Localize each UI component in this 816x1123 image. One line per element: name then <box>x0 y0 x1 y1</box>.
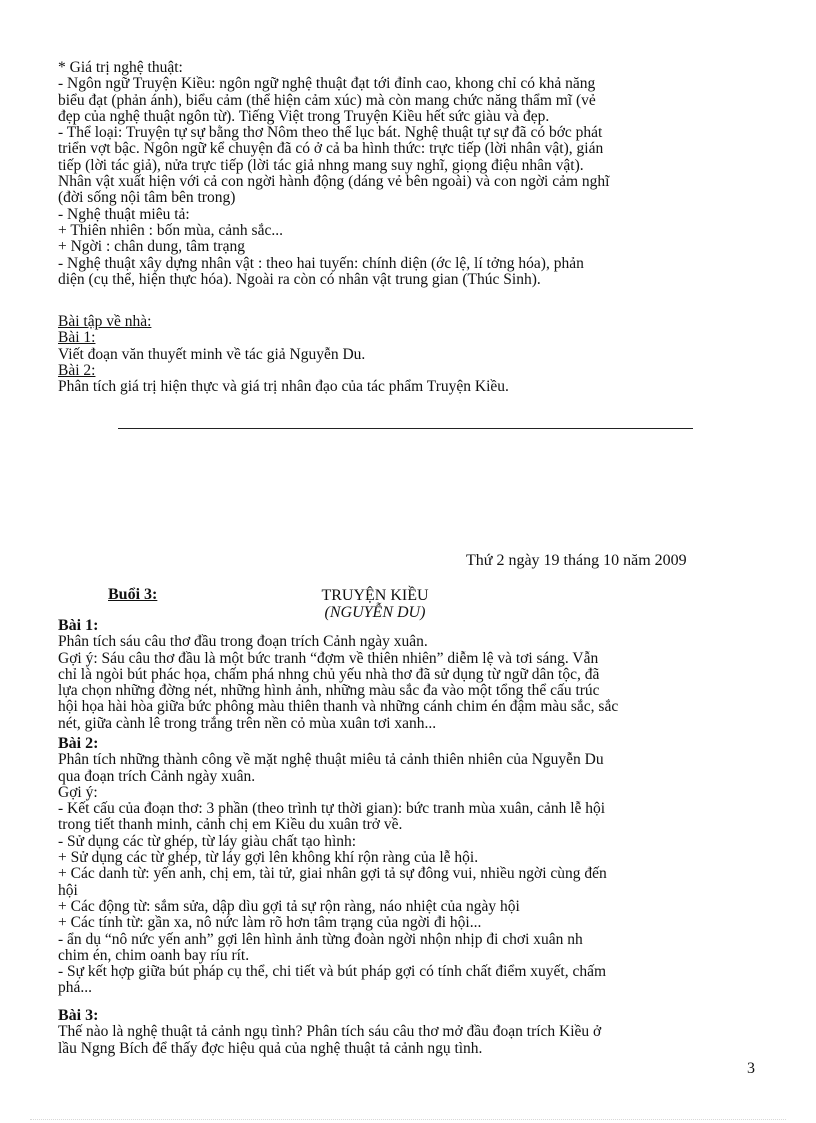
text-line: trong tiết thanh minh, cảnh chị em Kiều du xuân trở về. <box>58 816 403 834</box>
lesson-title-block <box>300 587 450 621</box>
text-line: + Các danh từ: yến anh, chị em, tài tử, giai nhân gợi tả sự đông vui, nhiều ngời cùng đến <box>58 865 607 883</box>
text-line: diện (cụ thể, hiện thực hóa). Ngoài ra còn có nhân vật trung gian (Thúc Sinh). <box>58 270 541 288</box>
text-line: + Thiên nhiên : bốn mùa, cảnh sắc... <box>58 221 283 239</box>
text-line: Phân tích những thành công về mặt nghệ thuật miêu tả cảnh thiên nhiên của Nguyễn Du <box>58 751 604 769</box>
text-line: đẹp của nghệ thuật ngôn từ). Tiếng Việt trong Truyện Kiều hết sức giàu và đẹp. <box>58 107 550 125</box>
text-line: Thế nào là nghệ thuật tả cảnh ngụ tình? Phân tích sáu câu thơ mở đầu đoạn trích Kiều ở <box>58 1023 602 1041</box>
text-line: Gợi ý: <box>58 783 98 801</box>
page-number: 3 <box>747 1060 755 1077</box>
text-line: + Sử dụng các từ ghép, từ láy gợi lên không khí rộn ràng của lễ hội. <box>58 849 479 867</box>
homework-ex1-label: Bài 1: <box>58 329 96 347</box>
exercise-2-label: Bài 2: <box>58 735 99 752</box>
text-line: lầu Ngng Bích để thấy đợc hiệu quả của nghệ thuật tả cảnh ngụ tình. <box>58 1039 483 1057</box>
text-line: biểu đạt (phản ánh), biểu cảm (thể hiện cảm xúc) mà còn mang chức năng thẩm mĩ (vẻ <box>58 91 596 109</box>
text-line: - Nghệ thuật xây dựng nhân vật : theo hai tuyến: chính diện (ớc lệ, lí tởng hóa), phản <box>58 254 584 272</box>
lesson-title: TRUYỆN KIỀU <box>321 587 429 604</box>
text-line: * Giá trị nghệ thuật: <box>58 59 183 76</box>
text-line: Phân tích sáu câu thơ đầu trong đoạn trích Cảnh ngày xuân. <box>58 633 428 651</box>
exercise-3 <box>58 1008 758 1057</box>
section-divider <box>118 428 693 429</box>
text-line: lựa chọn những đờng nét, những hình ảnh, những màu sắc đa vào một tổng thể cấu trúc <box>58 682 600 700</box>
text-line: + Các động từ: sắm sửa, dập dìu gợi tả sự rộn ràng, náo nhiệt của ngày hội <box>58 897 520 915</box>
homework-heading: Bài tập về nhà: <box>58 313 152 330</box>
text-line: triển vợt bậc. Ngôn ngữ kể chuyện đã có ở cả ba hình thức: trực tiếp (lời nhân vật), gián <box>58 140 604 158</box>
lesson-subtitle: (NGUYỄN DU) <box>324 604 426 621</box>
text-line: chim én, chim oanh bay ríu rít. <box>58 946 250 964</box>
text-line: - Sự kết hợp giữa bút pháp cụ thể, chi tiết và bút pháp gợi có tính chất điểm xuyết, chấm <box>58 963 607 981</box>
text-line: tiếp (lời tác giả), nửa trực tiếp (lời tác giả nhng mang suy nghĩ, giọng điệu nhân vật). <box>58 156 584 174</box>
text-line: (đời sống nội tâm bên trong) <box>58 189 236 207</box>
date-line: Thứ 2 ngày 19 tháng 10 năm 2009 <box>466 552 687 569</box>
session-label: Buổi 3: <box>108 586 158 603</box>
homework-ex2-text: Phân tích giá trị hiện thực và giá trị nhân đạo của tác phẩm Truyện Kiều. <box>58 378 509 396</box>
text-line: - Sử dụng các từ ghép, từ láy giàu chất tạo hình: <box>58 832 357 850</box>
text-line: - Kết cấu của đoạn thơ: 3 phần (theo trình tự thời gian): bức tranh mùa xuân, cảnh lễ hội <box>58 800 606 818</box>
text-line: - Thể loại: Truyện tự sự bằng thơ Nôm theo thể lục bát. Nghệ thuật tự sự đã có bớc phát <box>58 124 603 142</box>
exercise-2 <box>58 736 758 997</box>
text-line: hội <box>58 881 78 899</box>
text-line: qua đoạn trích Cảnh ngày xuân. <box>58 767 256 785</box>
artistic-value-section <box>58 60 758 288</box>
text-line: - ẩn dụ “nô nức yến anh” gợi lên hình ảnh từng đoàn ngời nhộn nhịp đi chơi xuân nh <box>58 930 583 948</box>
text-line: - Nghệ thuật miêu tả: <box>58 205 190 223</box>
text-line: nét, giữa cành lê trong trắng trên nền cỏ mùa xuân tơi xanh... <box>58 714 437 732</box>
text-line: Gợi ý: Sáu câu thơ đầu là một bức tranh “đợm về thiên nhiên” diễm lệ và tơi sáng. Vẫn <box>58 649 599 667</box>
text-line: phá... <box>58 979 93 997</box>
exercise-1-label: Bài 1: <box>58 617 99 634</box>
text-line: + Các tính từ: gần xa, nô nức làm rõ hơn tâm trạng của ngời đi hội... <box>58 914 482 932</box>
exercise-1 <box>58 618 758 732</box>
text-line: chỉ là ngòi bút phác họa, chấm phá nhng chủ yếu nhà thơ đã sử dụng từ ngữ dân tộc, đã <box>58 665 600 683</box>
homework-section <box>58 314 758 395</box>
text-line: + Ngời : chân dung, tâm trạng <box>58 238 245 256</box>
text-line: - Ngôn ngữ Truyện Kiều: ngôn ngữ nghệ thuật đạt tới đỉnh cao, khong chỉ có khả năng <box>58 75 596 93</box>
exercise-3-label: Bài 3: <box>58 1007 99 1024</box>
homework-ex2-label: Bài 2: <box>58 361 96 379</box>
text-line: hội họa hài hòa giữa bức phông màu thiên thanh và những cánh chim én đậm màu sắc, sắc <box>58 698 619 716</box>
page-bottom-edge <box>30 1119 786 1120</box>
text-line: Nhân vật xuất hiện với cả con ngời hành động (dáng vẻ bên ngoài) và con ngời cảm nghĩ <box>58 173 610 191</box>
homework-ex1-text: Viết đoạn văn thuyết minh về tác giả Nguyễn Du. <box>58 345 366 363</box>
